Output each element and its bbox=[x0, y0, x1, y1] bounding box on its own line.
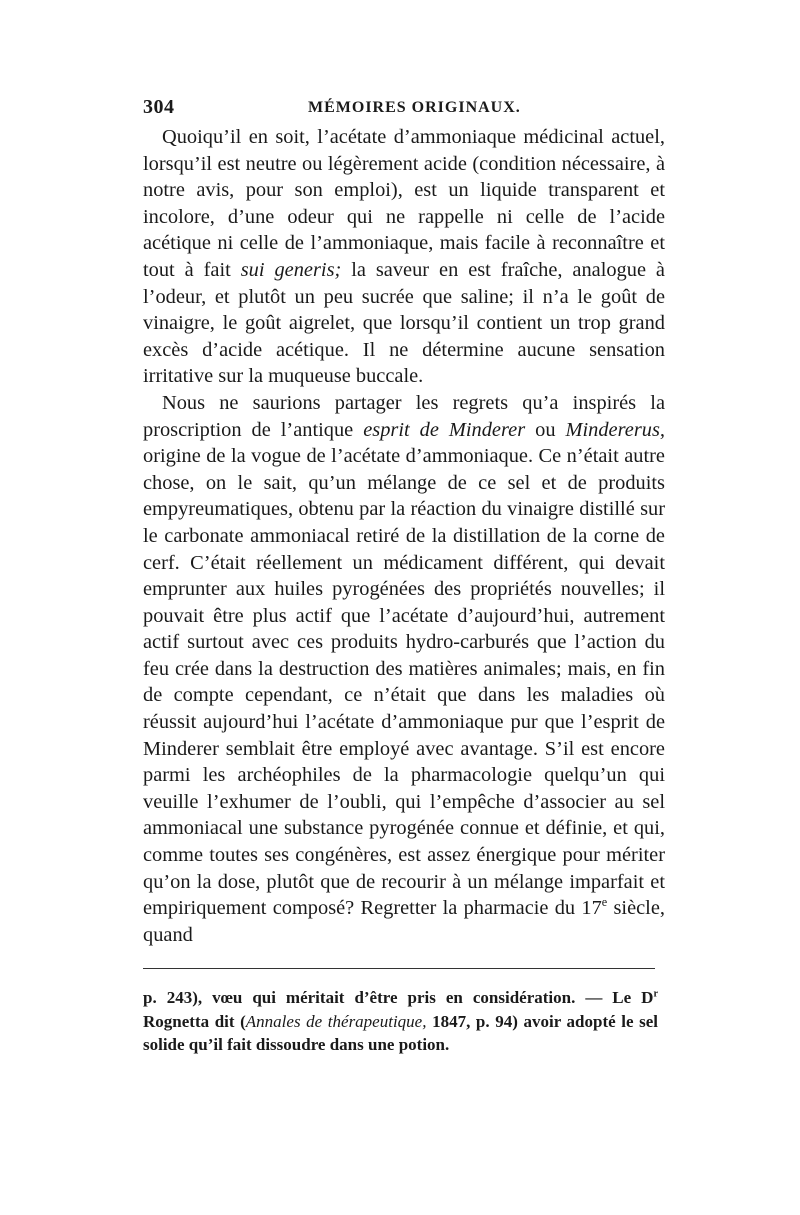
italic-text: Mindererus, bbox=[565, 418, 665, 441]
italic-text: Annales de thérapeutique, bbox=[245, 1011, 427, 1031]
superscript-text: r bbox=[653, 988, 658, 1000]
paragraph bbox=[143, 390, 665, 948]
page-header bbox=[143, 96, 668, 122]
text-run: la saveur en est fraîche, analogue à l’odeur, et plutôt un peu sucrée que saline; il n’a le goût de vinaigre, le goût aigrelet, que lorsqu’il contient un trop grand excès d’acide acétique. Il ne détermine aucune sensation irritative sur la muqueuse buccale. bbox=[143, 258, 665, 388]
text-run: Rognetta dit ( bbox=[143, 1011, 246, 1031]
superscript-text: e bbox=[601, 895, 608, 910]
running-title: MÉMOIRES ORIGINAUX. bbox=[308, 99, 521, 116]
text-run: 1847, p. 94) avoir adopté le sel solide qu’il fait dissoudre dans une potion. bbox=[143, 1011, 658, 1054]
paragraph bbox=[143, 124, 665, 390]
text-run: Nous ne saurions partager les regrets qu’a inspirés la proscription de l’antique bbox=[143, 391, 665, 441]
footnote bbox=[143, 986, 658, 1057]
footnote-divider bbox=[143, 968, 655, 969]
text-run: siècle, quand bbox=[143, 897, 665, 946]
text-run: Quoiqu’il en soit, l’acétate d’ammoniaque médicinal actuel, lorsqu’il est neutre ou légèrement acide (condition nécessaire, à notre avis, pour son emploi), est un liquide transparent et incolore, d’une odeur qui ne rappelle ni celle de l’acide acétique ni celle de l’ammoniaque, mais facile à reconnaître et tout à fait bbox=[143, 126, 665, 281]
body-text bbox=[143, 124, 665, 948]
text-run: origine de la vogue de l’acétate d’ammoniaque. Ce n’était autre chose, on le sait, qu’un mélange de ce sel et de produits empyreumatiques, obtenu par la réaction du vinaigre distillé sur le carbonate ammoniacal retiré de la distillation de la corne de cerf. C’était réellement un médicament différent, qui devait emprunter aux huiles pyrogénées des propriétés nouvelles; il pouvait être plus actif que l’acétate d’aujourd’hui, autrement actif surtout avec ces produits hydro-carburés que l’action du feu crée dans la destruction des matières animales; mais, en fin de compte cependant, ce n’était que dans les maladies où réussit aujourd’hui l’acétate d’ammoniaque pur que l’esprit de Minderer semblait être employé avec avantage. S’il est encore parmi les archéophiles de la pharmacologie quelqu’un qui veuille l’exhumer de l’oubli, qui l’empêche d’associer au sel ammoniacal une substance pyrogénée connue et définie, et qui, comme toutes ses congénères, est assez énergique pour mériter qu’on la dose, plutôt que de recourir à un mélange imparfait et empiriquement composé? Regretter la pharmacie du 17 bbox=[143, 445, 665, 920]
text-run: p. 243), vœu qui méritait d’être pris en considération. — Le D bbox=[143, 988, 654, 1007]
page-number: 304 bbox=[143, 96, 175, 118]
text-run: ou bbox=[525, 418, 566, 441]
italic-text: esprit de Minderer bbox=[363, 418, 526, 441]
italic-text: sui generis; bbox=[240, 258, 342, 281]
